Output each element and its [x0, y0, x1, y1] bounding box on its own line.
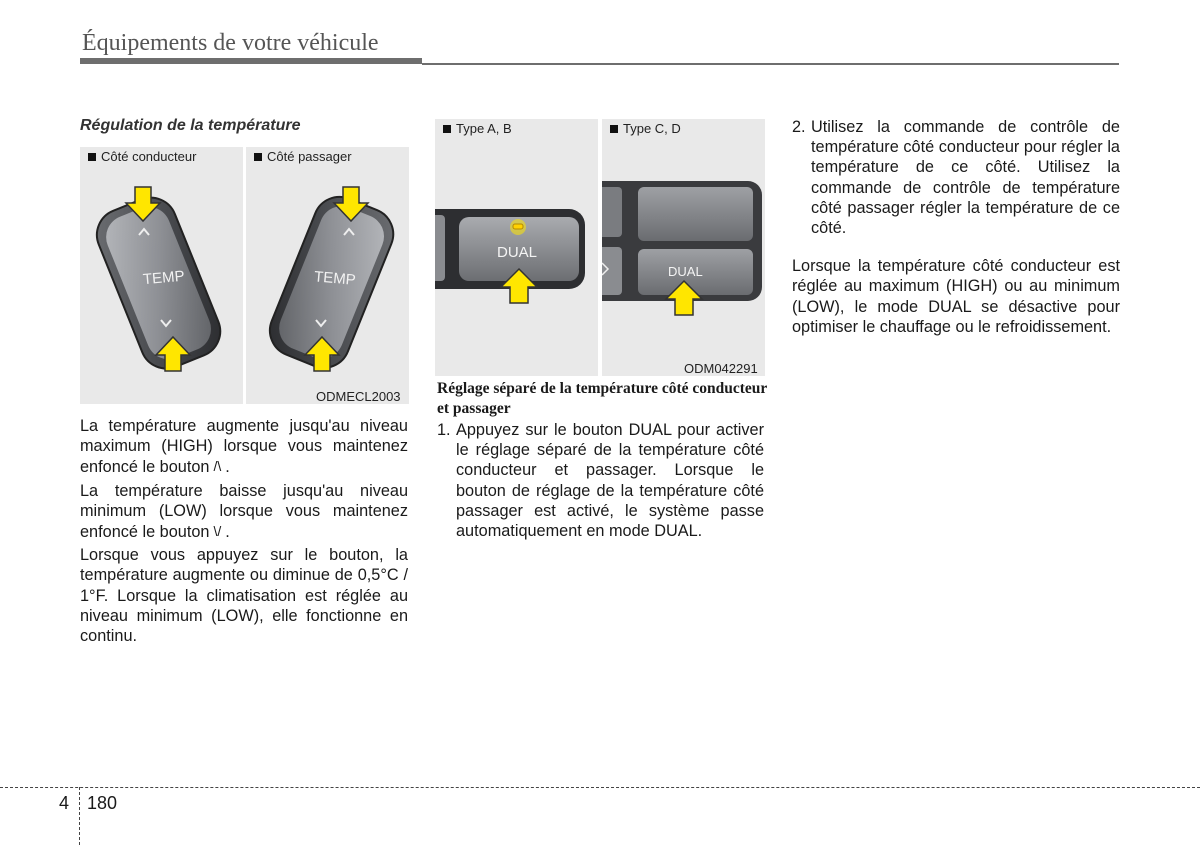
button-text-dual: DUAL — [668, 264, 703, 279]
temp-rocker-illustration — [80, 147, 243, 404]
image-code: ODMECL2003 — [316, 389, 401, 404]
item-text: Appuyez sur le bouton DUAL pour activer le réglage séparé de la température côté conducteur et passager. Lorsque le bouton de réglage de la température côté passager est activé, le système passe automatiquement en mode DUAL. — [456, 421, 764, 541]
paragraph: La température augmente jusqu'au niveau maximum (HIGH) lorsque vous maintenez enfoncé le bouton /\ . — [80, 417, 408, 477]
paragraph: La température baisse jusqu'au niveau minimum (LOW) lorsque vous maintenez enfoncé le bouton \/ . — [80, 481, 408, 542]
temp-figure-panel-driver — [80, 147, 243, 404]
panel-label: Côté passager — [267, 149, 352, 164]
button-text-temp: TEMP — [313, 268, 357, 289]
dual-button-illustration — [435, 119, 598, 376]
down-chevron-icon: \/ — [213, 523, 222, 540]
temp-figure-panel-passenger — [246, 147, 409, 404]
up-chevron-icon: /\ — [213, 458, 222, 475]
item-number: 2. — [792, 118, 806, 136]
button-text-temp: TEMP — [142, 267, 186, 289]
item-text: Utilisez la commande de contrôle de température côté conducteur pour régler la température de ce côté. Utilisez la commande de contrôle de température côté passager régler la température de ce côté. — [811, 118, 1120, 238]
numbered-item — [792, 117, 1120, 238]
paragraph: Lorsque la température côté conducteur est réglée au maximum (HIGH) ou au minimum (LOW), le mode DUAL se désactive pour optimiser le chauffage ou le refroidissement. — [792, 257, 1120, 336]
column-1-text — [80, 416, 408, 649]
footer-rule — [0, 787, 1200, 788]
item-number: 1. — [437, 421, 451, 439]
subsection-heading: Réglage séparé de la température côté conducteur et passager — [437, 380, 768, 417]
page-header-title: Équipements de votre véhicule — [82, 30, 379, 56]
page-number: 180 — [87, 793, 118, 813]
numbered-item — [437, 420, 764, 541]
dual-figure-panel-type-ab — [435, 119, 598, 376]
panel-label: Côté conducteur — [101, 149, 197, 164]
dual-figure-panel-type-cd — [602, 119, 765, 376]
temp-rocker-illustration — [246, 147, 409, 404]
panel-label: Type A, B — [456, 121, 512, 136]
dual-button-illustration — [602, 119, 765, 376]
column-2-text — [437, 420, 764, 541]
button-text-dual: DUAL — [497, 244, 538, 261]
section-title: Régulation de la température — [80, 117, 301, 134]
panel-label: Type C, D — [623, 121, 681, 136]
chapter-number: 4 — [59, 793, 70, 813]
indicator-light-icon — [510, 219, 526, 235]
column-3-text — [792, 117, 1120, 340]
footer-divider — [79, 787, 80, 845]
paragraph: Lorsque vous appuyez sur le bouton, la température augmente ou diminue de 0,5°C / 1°F. Lorsque la climatisation est réglée au niveau minimum (LOW), elle fonctionne en continu. — [80, 546, 408, 646]
image-code: ODM042291 — [684, 361, 758, 376]
header-rule-thin — [422, 63, 1119, 65]
header-rule-thick — [80, 58, 422, 64]
